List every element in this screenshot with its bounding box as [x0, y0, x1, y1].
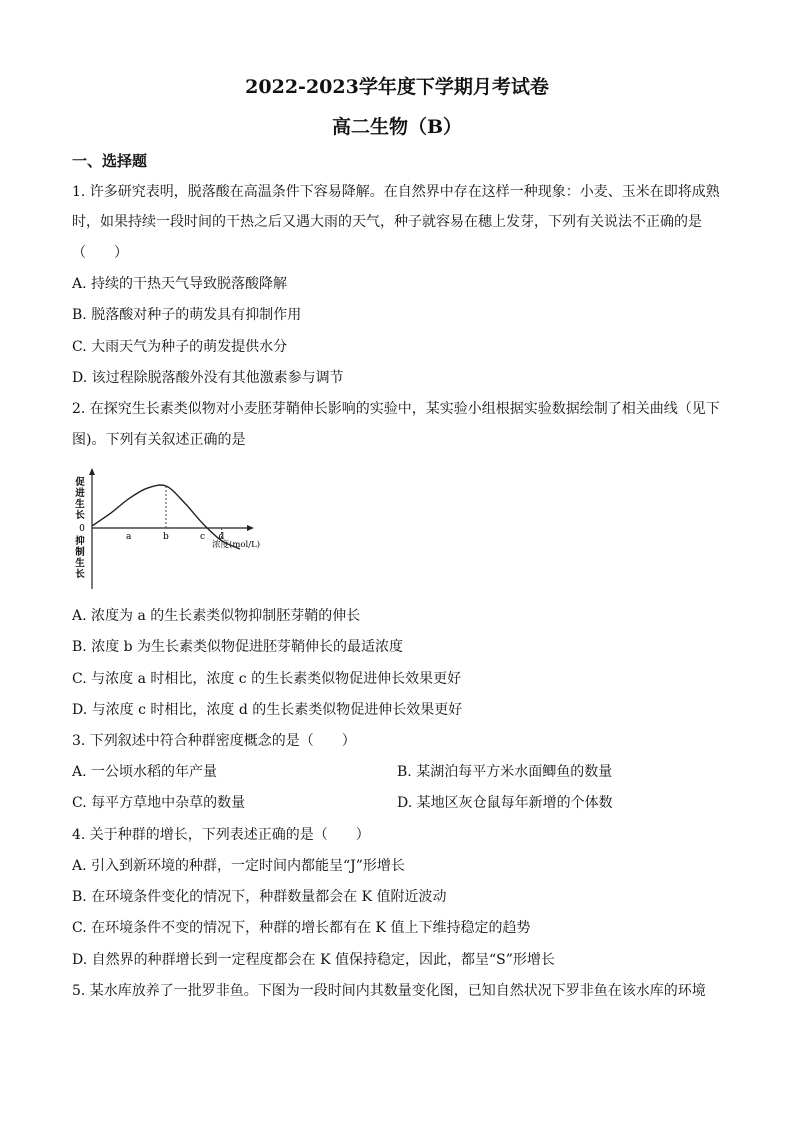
q1-stem-line-1: 1. 许多研究表明，脱落酸在高温条件下容易降解。在自然界中存在这样一种现象：小麦、玉米在即将成熟	[72, 184, 720, 200]
q1-option-a: A. 持续的干热天气导致脱落酸降解	[72, 276, 288, 292]
ylabel-bottom-char: 生	[75, 558, 85, 569]
q3-option-b: B. 某湖泊每平方米水面鲫鱼的数量	[397, 764, 613, 780]
q4-option-a: A. 引入到新环境的种群，一定时间内都能呈“J”形增长	[72, 858, 405, 874]
q1-option-c: C. 大雨天气为种子的萌发提供水分	[72, 339, 288, 355]
q3-stem: 3. 下列叙述中符合种群密度概念的是（ ）	[72, 733, 356, 749]
exam-title: 2022-2023学年度下学期月考试卷	[245, 76, 549, 98]
ylabel-inhibit	[75, 535, 85, 580]
growth-curve-chart	[72, 465, 282, 595]
q4-stem: 4. 关于种群的增长，下列表述正确的是（ ）	[72, 827, 370, 843]
q4-option-d: D. 自然界的种群增长到一定程度都会在 K 值保持稳定，因此，都呈“S”形增长	[72, 952, 555, 968]
ylabel-top-char: 促	[75, 477, 85, 488]
section-title: 一、选择题	[72, 152, 148, 170]
q4-option-c: C. 在环境条件不变的情况下，种群的增长都有在 K 值上下维持稳定的趋势	[72, 920, 531, 936]
q1-option-b: B. 脱落酸对种子的萌发具有抑制作用	[72, 307, 302, 323]
ylabel-bottom-char: 制	[75, 547, 85, 558]
x-axis-label: 浓度(mol/L)	[212, 540, 261, 550]
q1-stem-line-2: 时，如果持续一段时间的干热之后又遇大雨的天气，种子就容易在穗上发芽，下列有关说法不正确的是	[72, 214, 702, 230]
tick-label-b: b	[163, 532, 169, 542]
q2-stem-line-1: 2. 在探究生长素类似物对小麦胚芽鞘伸长影响的实验中，某实验小组根据实验数据绘制了相关曲线（见下	[72, 401, 720, 417]
q3-option-a: A. 一公顷水稻的年产量	[72, 764, 218, 780]
q5-stem: 5. 某水库放养了一批罗非鱼。下图为一段时间内其数量变化图，已知自然状况下罗非鱼在该水库的环境	[72, 983, 706, 999]
ylabel-top-char: 生	[75, 499, 85, 510]
ylabel-bottom-char: 抑	[75, 536, 85, 547]
q2-option-a: A. 浓度为 a 的生长素类似物抑制胚芽鞘的伸长	[72, 608, 361, 624]
tick-label-d: d	[218, 532, 225, 542]
q3-option-c: C. 每平方草地中杂草的数量	[72, 795, 246, 811]
q1-stem-line-3: （ ）	[72, 245, 128, 261]
q1-option-d: D. 该过程除脱落酸外没有其他激素参与调节	[72, 370, 344, 386]
ylabel-top-char: 长	[75, 510, 85, 521]
x-tick-labels	[126, 486, 225, 542]
q4-option-b: B. 在环境条件变化的情况下，种群数量都会在 K 值附近波动	[72, 889, 447, 905]
ylabel-top-char: 进	[75, 488, 85, 499]
exam-subtitle: 高二生物（B）	[331, 116, 463, 138]
y-axis-arrow	[89, 468, 95, 475]
ylabel-promote	[74, 476, 85, 521]
origin-label: 0	[79, 524, 85, 534]
ylabel-bottom-char: 长	[75, 569, 85, 580]
q2-option-b: B. 浓度 b 为生长素类似物促进胚芽鞘伸长的最适浓度	[72, 639, 404, 655]
q2-option-d: D. 与浓度 c 时相比，浓度 d 的生长素类似物促进伸长效果更好	[72, 702, 463, 718]
q2-option-c: C. 与浓度 a 时相比，浓度 c 的生长素类似物促进伸长效果更好	[72, 671, 462, 687]
q2-stem-line-2: 图)。下列有关叙述正确的是	[72, 432, 246, 448]
q3-option-d: D. 某地区灰仓鼠每年新增的个体数	[397, 795, 613, 811]
chart-axes	[89, 468, 254, 589]
x-axis-arrow	[247, 525, 254, 531]
tick-label-c: c	[200, 532, 206, 542]
tick-label-a: a	[126, 532, 132, 542]
